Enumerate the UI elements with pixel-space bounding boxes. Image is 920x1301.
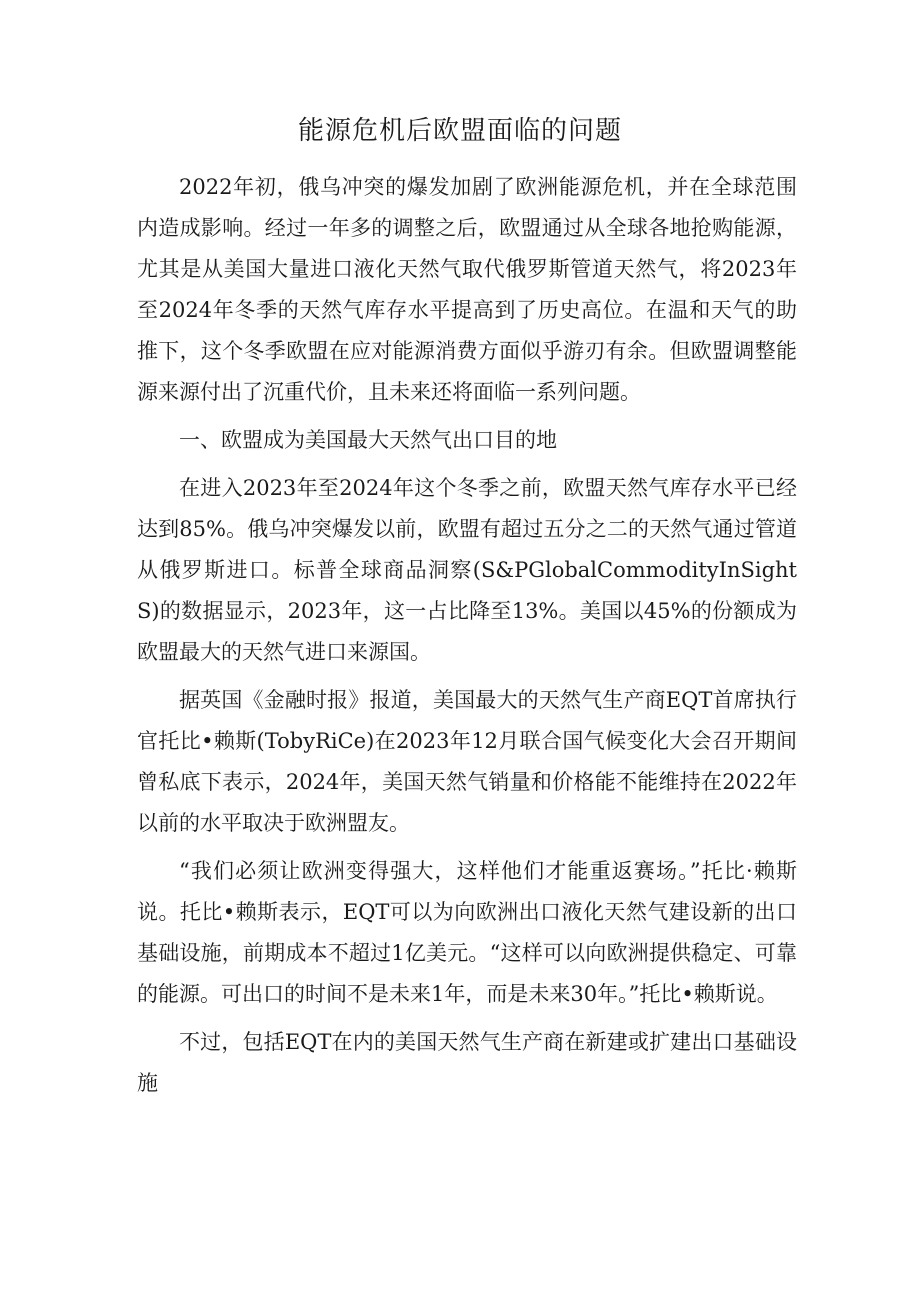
paragraph-quote: “我们必须让欧洲变得强大，这样他们才能重返赛场。”托比·赖斯说。托比•赖斯表示，EQT可以为向欧洲出口液化天然气建设新的出口基础设施，前期成本不超过1亿美元。“这样可以向欧洲提供稳定、可靠的能源。可出口的时间不是未来1年，而是未来30年。”托比•赖斯说。 <box>137 859 797 1006</box>
paragraph-storage: 在进入2023年至2024年这个冬季之前，欧盟天然气库存水平已经达到85%。俄乌冲突爆发以前，欧盟有超过五分之二的天然气通过管道从俄罗斯进口。标普全球商品洞察(S&PGlobalCommodityInSightS)的数据显示，2023年，这一占比降至13%。美国以45%的份额成为欧盟最大的天然气进口来源国。 <box>137 476 797 664</box>
document-title: 能源危机后欧盟面临的问题 <box>297 116 622 146</box>
paragraph-intro: 2022年初，俄乌冲突的爆发加剧了欧洲能源危机，并在全球范围内造成影响。经过一年多的调整之后，欧盟通过从全球各地抢购能源，尤其是从美国大量进口液化天然气取代俄罗斯管道天然气，将2023年至2024年冬季的天然气库存水平提高到了历史高位。在温和天气的助推下，这个冬季欧盟在应对能源消费方面似乎游刃有余。但欧盟调整能源来源付出了沉重代价，且未来还将面临一系列问题。 <box>137 175 797 404</box>
document-body <box>137 167 797 1104</box>
paragraph-however: 不过，包括EQT在内的美国天然气生产商在新建或扩建出口基础设施 <box>137 1030 797 1095</box>
section-heading-1: 一、欧盟成为美国最大天然气出口目的地 <box>179 428 557 452</box>
paragraph-ft-report: 据英国《金融时报》报道，美国最大的天然气生产商EQT首席执行官托比•赖斯(TobyRiCe)在2023年12月联合国气候变化大会召开期间曾私底下表示，2024年，美国天然气销量和价格能不能维持在2022年以前的水平取决于欧洲盟友。 <box>137 688 797 835</box>
